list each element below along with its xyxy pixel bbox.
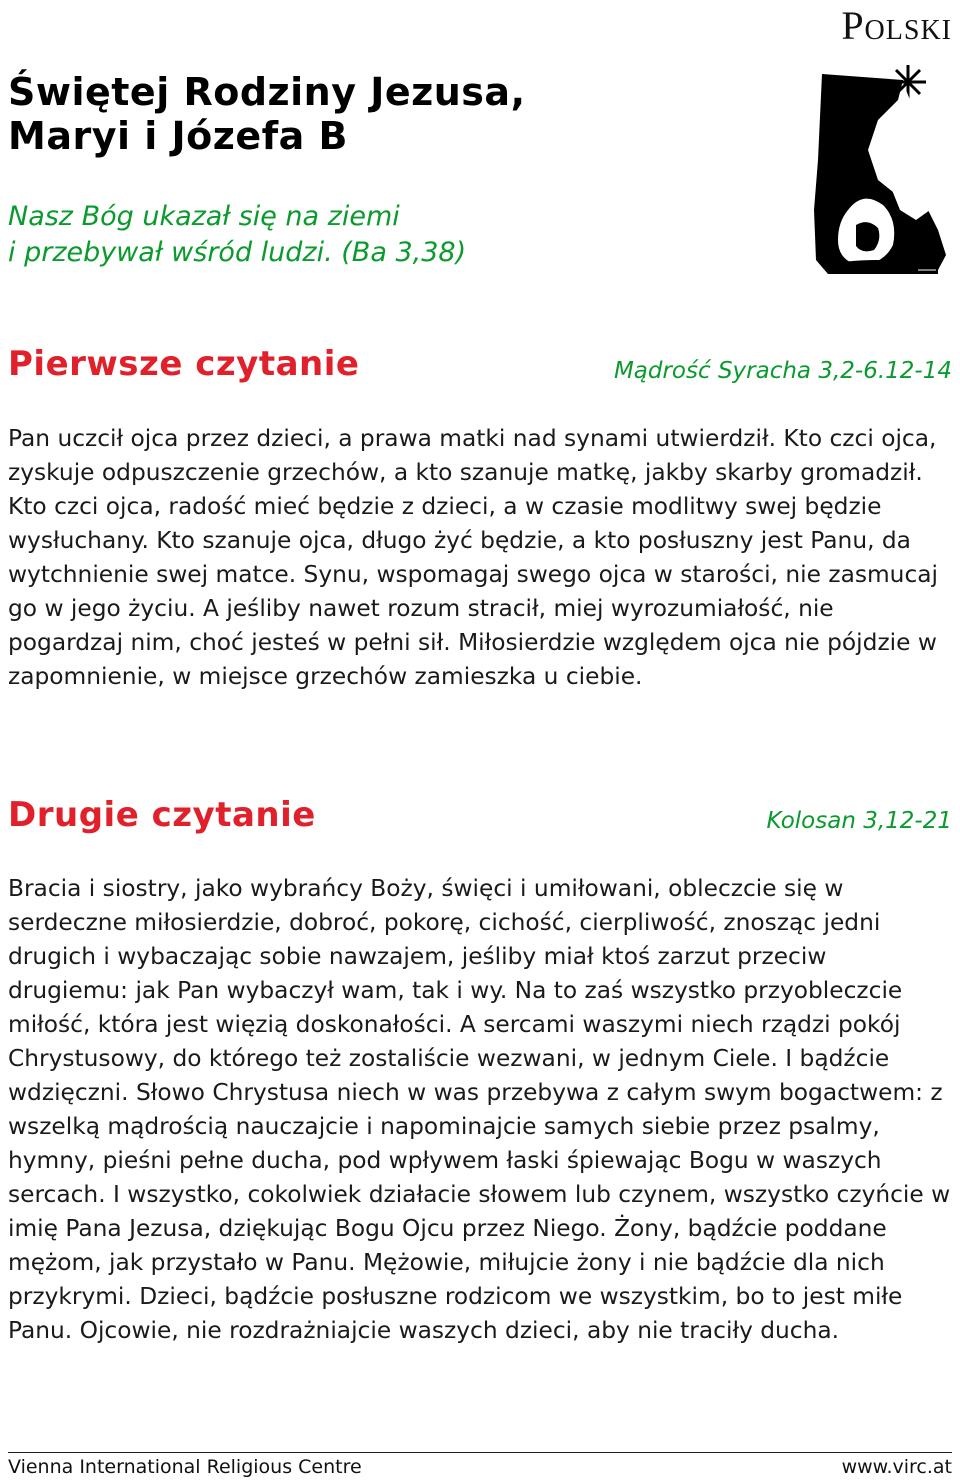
motto-verse: Nasz Bóg ukazał się na ziemi i przebywał wśród ludzi. (Ba 3,38) [8, 201, 467, 268]
second-reading-text: Bracia i siostry, jako wybrańcy Boży, święci i umiłowani, obleczcie się w serdeczne miłosierdzie, dobroć, pokorę, cichość, cierpliwość, znosząc jedni drugich i wybaczając sobie nawzajem, jeśliby miał ktoś zarzut przeciw drugiemu: jak Pan wybaczył wam, tak i wy. Na to zaś wszystko przyobleczcie miłość, która jest więzią doskonałości. A sercami waszymi niech rządzi pokój Chrystusowy, do którego też zostaliście wezwani, w jednym Ciele. I bądźcie wdzięczni. Słowo Chrystusa niech w was przebywa z całym swym bogactwem: z wszelką mądrością nauczajcie i napominajcie samych siebie przez psalmy, hymny, pieśni pełne ducha, pod wpływem łaski śpiewając Bogu w waszych sercach. I wszystko, cokolwiek działacie słowem lub czynem, wszystko czyńcie w imię Pana Jezusa, dziękując Bogu Ojcu przez Niego. Żony, bądźcie poddane mężom, jak przystało w Panu. Mężowie, miłujcie żony i nie bądźcie dla nich przykrymi. Dzieci, bądźcie posłuszne rodzicom we wszystkim, bo to jest miłe Panu. Ojcowie, nie rozdrażniajcie waszych dzieci, aby nie traciły ducha. [8, 875, 951, 1344]
second-reading-heading: Drugie czytanie [8, 795, 316, 835]
footer-website-link[interactable]: www.virc.at [841, 1456, 952, 1478]
holy-family-woodcut-icon [808, 60, 954, 280]
second-reading-reference: Kolosan 3,12-21 [766, 808, 952, 834]
first-reading-reference: Mądrość Syracha 3,2-6.12-14 [613, 358, 952, 384]
first-reading-text: Pan uczcił ojca przez dzieci, a prawa matki nad synami utwierdził. Kto czci ojca, zyskuje odpuszczenie grzechów, a kto szanuje matkę, jakby skarby gromadził. Kto czci ojca, radość mieć będzie z dzieci, a w czasie modlitwy swej będzie wysłuchany. Kto szanuje ojca, długo żyć będzie, a kto posłuszny jest Panu, da wytchnienie swej matce. Synu, wspomagaj swego ojca w starości, nie zasmucaj go w jego życiu. A jeśliby nawet rozum stracił, miej wyrozumiałość, nie pogardzaj nim, choć jesteś w pełni sił. Miłosierdzie względem ojca nie pójdzie w zapomnienie, w miejsce grzechów zamieszka u ciebie. [8, 425, 938, 690]
footer-organization: Vienna International Religious Centre [8, 1456, 362, 1478]
footer-divider [8, 1452, 952, 1453]
page-title: Świętej Rodziny Jezusa, Maryi i Józefa B [8, 70, 526, 158]
language-label: Polski [841, 3, 952, 48]
first-reading-heading: Pierwsze czytanie [8, 344, 360, 384]
